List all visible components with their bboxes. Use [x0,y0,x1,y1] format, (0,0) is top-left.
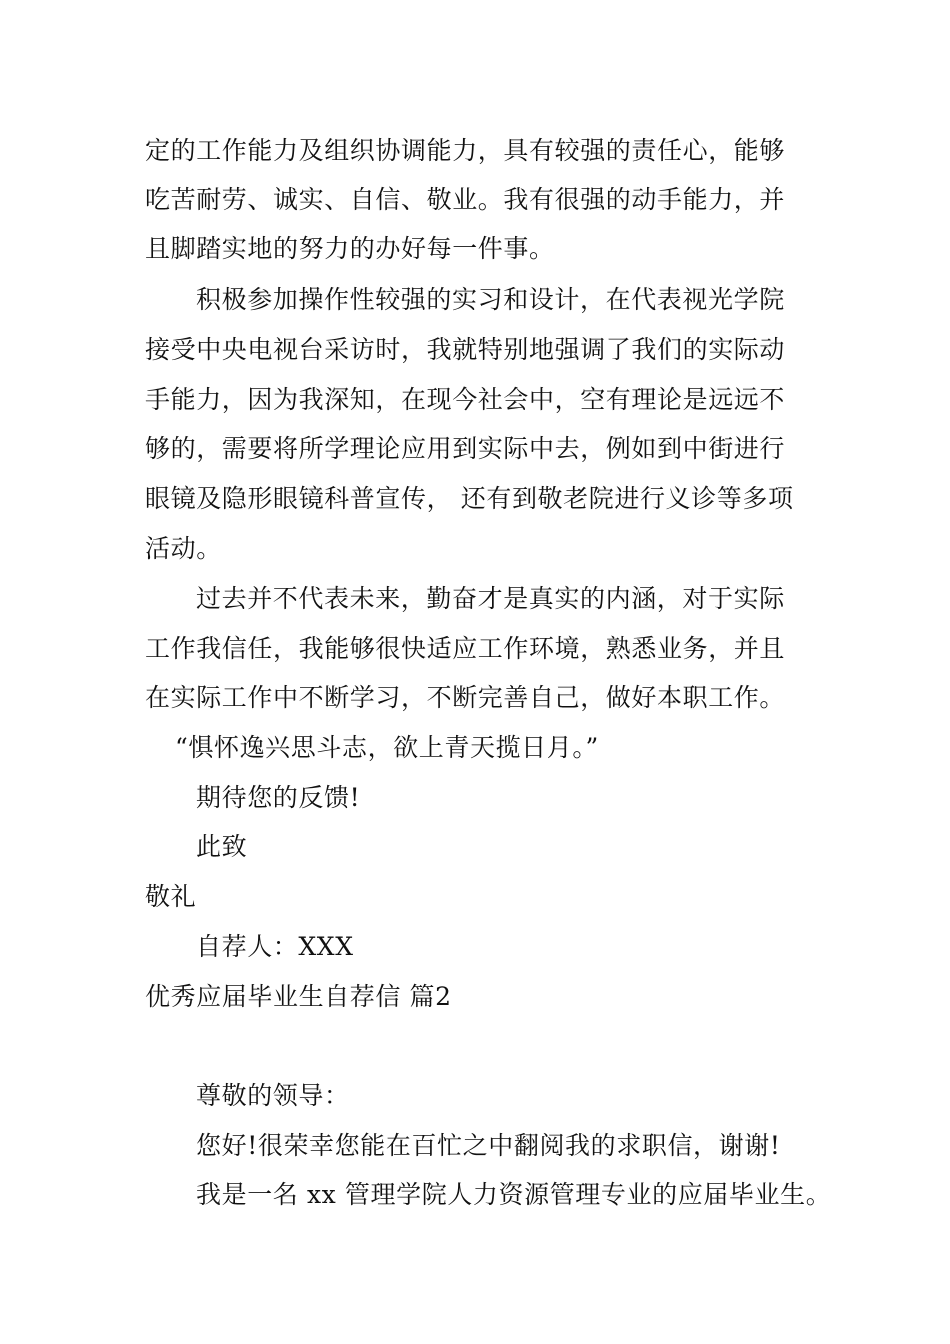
para1-line-1: 定的工作能力及组织协调能力，具有较强的责任心，能够 [145,136,786,165]
para1-line-3: 且脚踏实地的努力的办好每一件事。 [145,234,555,263]
para2-line-5: 眼镜及隐形眼镜科普宣传， 还有到敬老院进行义诊等多项 [145,484,794,513]
para2-line-4: 够的，需要将所学理论应用到实际中去，例如到中街进行 [145,434,786,463]
para2-line-2: 接受中央电视台采访时，我就特别地强调了我们的实际动 [145,335,786,364]
closing-hope: 期待您的反馈! [196,783,361,812]
closing-ci-zhi: 此致 [196,832,248,861]
para3-line-3: 在实际工作中不断学习，不断完善自己，做好本职工作。 [145,683,786,712]
signature: 自荐人：XXX [196,932,354,961]
opening-line: 您好!很荣幸您能在百忙之中翻阅我的求职信，谢谢! [196,1131,781,1160]
quote-line: “惧怀逸兴思斗志，欲上青天揽日月。” [175,733,599,762]
para3-line-1: 过去并不代表未来，勤奋才是真实的内涵，对于实际 [196,584,785,613]
closing-jing-li: 敬礼 [145,882,197,911]
greeting: 尊敬的领导： [196,1081,350,1110]
para1-line-2: 吃苦耐劳、诚实、自信、敬业。我有很强的动手能力，并 [145,185,786,214]
intro-line: 我是一名 xx 管理学院人力资源管理专业的应届毕业生。 [196,1180,832,1209]
para2-line-3: 手能力，因为我深知，在现今社会中，空有理论是远远不 [145,385,786,414]
section-title: 优秀应届毕业生自荐信 篇2 [145,982,452,1011]
para2-line-1: 积极参加操作性较强的实习和设计，在代表视光学院 [196,285,785,314]
para2-line-6: 活动。 [145,534,222,563]
para3-line-2: 工作我信任，我能够很快适应工作环境，熟悉业务，并且 [145,634,786,663]
